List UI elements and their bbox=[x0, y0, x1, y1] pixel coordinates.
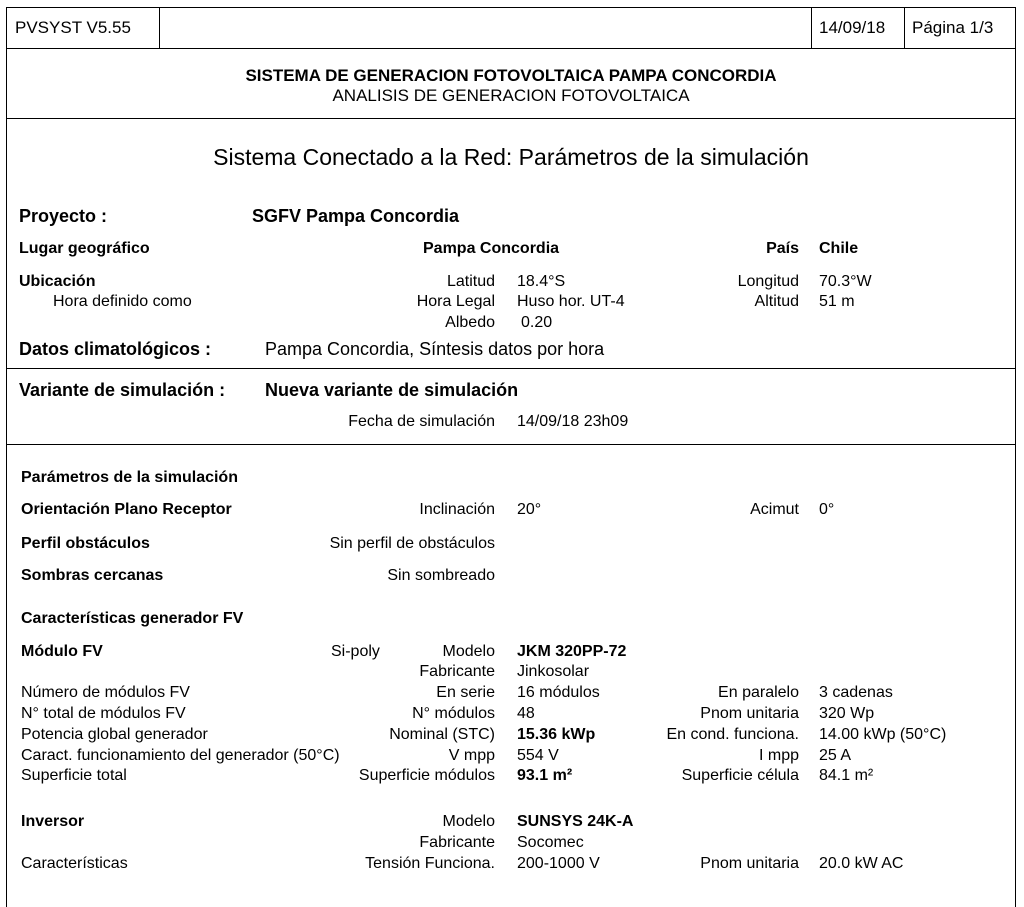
array-heading: Características generador FV bbox=[21, 610, 244, 627]
total-area-label: Superficie total bbox=[21, 767, 127, 784]
module-label: Módulo FV bbox=[21, 643, 103, 660]
operating-conditions-label: En cond. funciona. bbox=[666, 726, 799, 743]
section-title: Sistema Conectado a la Red: Parámetros de la simulación bbox=[213, 144, 809, 170]
altitude-label: Altitud bbox=[754, 293, 799, 310]
module-model-label: Modelo bbox=[442, 643, 495, 660]
num-modules-label: Número de módulos FV bbox=[21, 684, 190, 701]
impp-value: 25 A bbox=[819, 747, 852, 764]
nmod-value: 48 bbox=[517, 705, 535, 722]
page-header bbox=[7, 8, 1015, 49]
module-area-label: Superficie módulos bbox=[358, 767, 495, 784]
horizon-value: Sin perfil de obstáculos bbox=[329, 535, 495, 552]
module-area-value: 93.1 m² bbox=[517, 767, 573, 784]
latitude-value: 18.4°S bbox=[517, 273, 566, 290]
report-page bbox=[6, 7, 1016, 907]
module-model-value: JKM 320PP-72 bbox=[517, 643, 627, 660]
impp-label: I mpp bbox=[758, 747, 799, 764]
azimuth-label: Acimut bbox=[750, 501, 799, 518]
module-technology: Si-poly bbox=[331, 643, 380, 660]
cell-area-label: Superficie célula bbox=[681, 767, 799, 784]
orientation-label: Orientación Plano Receptor bbox=[21, 501, 232, 518]
simulation-date-label: Fecha de simulación bbox=[348, 413, 495, 430]
climate-value: Pampa Concordia, Síntesis datos por hora bbox=[265, 339, 605, 359]
vmpp-value: 554 V bbox=[517, 747, 559, 764]
parallel-value: 3 cadenas bbox=[819, 684, 893, 701]
report-title bbox=[7, 48, 1015, 119]
tilt-value: 20° bbox=[517, 501, 542, 518]
project-name: SGFV Pampa Concordia bbox=[252, 206, 460, 226]
country-label: País bbox=[766, 240, 799, 257]
module-maker-label: Fabricante bbox=[419, 663, 495, 680]
shading-label: Sombras cercanas bbox=[21, 567, 164, 584]
inverter-label: Inversor bbox=[21, 813, 85, 830]
series-value: 16 módulos bbox=[517, 684, 600, 701]
section-divider bbox=[7, 368, 1015, 369]
altitude-value: 51 m bbox=[819, 293, 855, 310]
total-modules-label: N° total de módulos FV bbox=[21, 705, 186, 722]
longitude-label: Longitud bbox=[737, 273, 799, 290]
section-divider bbox=[7, 444, 1015, 445]
simulation-heading: Parámetros de la simulación bbox=[21, 469, 238, 486]
unit-power-label: Pnom unitaria bbox=[700, 705, 799, 722]
operating-conditions-value: 14.00 kWp (50°C) bbox=[819, 726, 947, 743]
simulation-date-value: 14/09/18 23h09 bbox=[517, 413, 629, 430]
header-divider bbox=[159, 8, 160, 48]
albedo-value: 0.20 bbox=[521, 314, 553, 331]
site-value: Pampa Concordia bbox=[423, 240, 560, 257]
global-power-label: Potencia global generador bbox=[21, 726, 208, 743]
azimuth-value: 0° bbox=[819, 501, 835, 518]
vmpp-label: V mpp bbox=[448, 747, 495, 764]
horizon-label: Perfil obstáculos bbox=[21, 535, 150, 552]
location-label: Ubicación bbox=[19, 273, 96, 290]
latitude-label: Latitud bbox=[446, 273, 495, 290]
report-subtitle: ANALISIS DE GENERACION FOTOVOLTAICA bbox=[332, 86, 690, 105]
cell-area-value: 84.1 m² bbox=[819, 767, 874, 784]
inverter-voltage-label: Tensión Funciona. bbox=[365, 855, 495, 872]
inverter-characteristics-label: Características bbox=[21, 855, 128, 872]
software-version: PVSYST V5.55 bbox=[15, 18, 131, 37]
unit-power-value: 320 Wp bbox=[819, 705, 875, 722]
header-divider bbox=[811, 8, 812, 48]
legal-time-value: Huso hor. UT-4 bbox=[517, 293, 625, 310]
variant-name: Nueva variante de simulación bbox=[265, 380, 519, 400]
operating-characteristics-label: Caract. funcionamiento del generador (50°C) bbox=[21, 747, 340, 764]
longitude-value: 70.3°W bbox=[819, 273, 872, 290]
inverter-voltage-value: 200-1000 V bbox=[517, 855, 600, 872]
inverter-power-label: Pnom unitaria bbox=[700, 855, 799, 872]
shading-value: Sin sombreado bbox=[387, 567, 495, 584]
project-label: Proyecto : bbox=[19, 206, 108, 226]
time-definition-label: Hora definido como bbox=[53, 293, 192, 310]
tilt-label: Inclinación bbox=[419, 501, 495, 518]
country-value: Chile bbox=[819, 240, 859, 257]
climate-label: Datos climatológicos : bbox=[19, 339, 212, 359]
report-date: 14/09/18 bbox=[819, 18, 886, 37]
nmod-label: N° módulos bbox=[412, 705, 495, 722]
series-label: En serie bbox=[436, 684, 495, 701]
inverter-power-value: 20.0 kW AC bbox=[819, 855, 904, 872]
module-maker-value: Jinkosolar bbox=[517, 663, 590, 680]
albedo-label: Albedo bbox=[445, 314, 495, 331]
header-divider bbox=[904, 8, 905, 48]
inverter-model-label: Modelo bbox=[442, 813, 495, 830]
inverter-maker-value: Socomec bbox=[517, 834, 584, 851]
page-number: Página 1/3 bbox=[912, 18, 994, 37]
variant-label: Variante de simulación : bbox=[19, 380, 226, 400]
nominal-label: Nominal (STC) bbox=[389, 726, 495, 743]
inverter-maker-label: Fabricante bbox=[419, 834, 495, 851]
legal-time-label: Hora Legal bbox=[416, 293, 495, 310]
parallel-label: En paralelo bbox=[718, 684, 799, 701]
report-main-title: SISTEMA DE GENERACION FOTOVOLTAICA PAMPA CONCORDIA bbox=[245, 66, 777, 85]
nominal-value: 15.36 kWp bbox=[517, 726, 596, 743]
inverter-model-value: SUNSYS 24K-A bbox=[517, 813, 634, 830]
site-label: Lugar geográfico bbox=[19, 240, 150, 257]
